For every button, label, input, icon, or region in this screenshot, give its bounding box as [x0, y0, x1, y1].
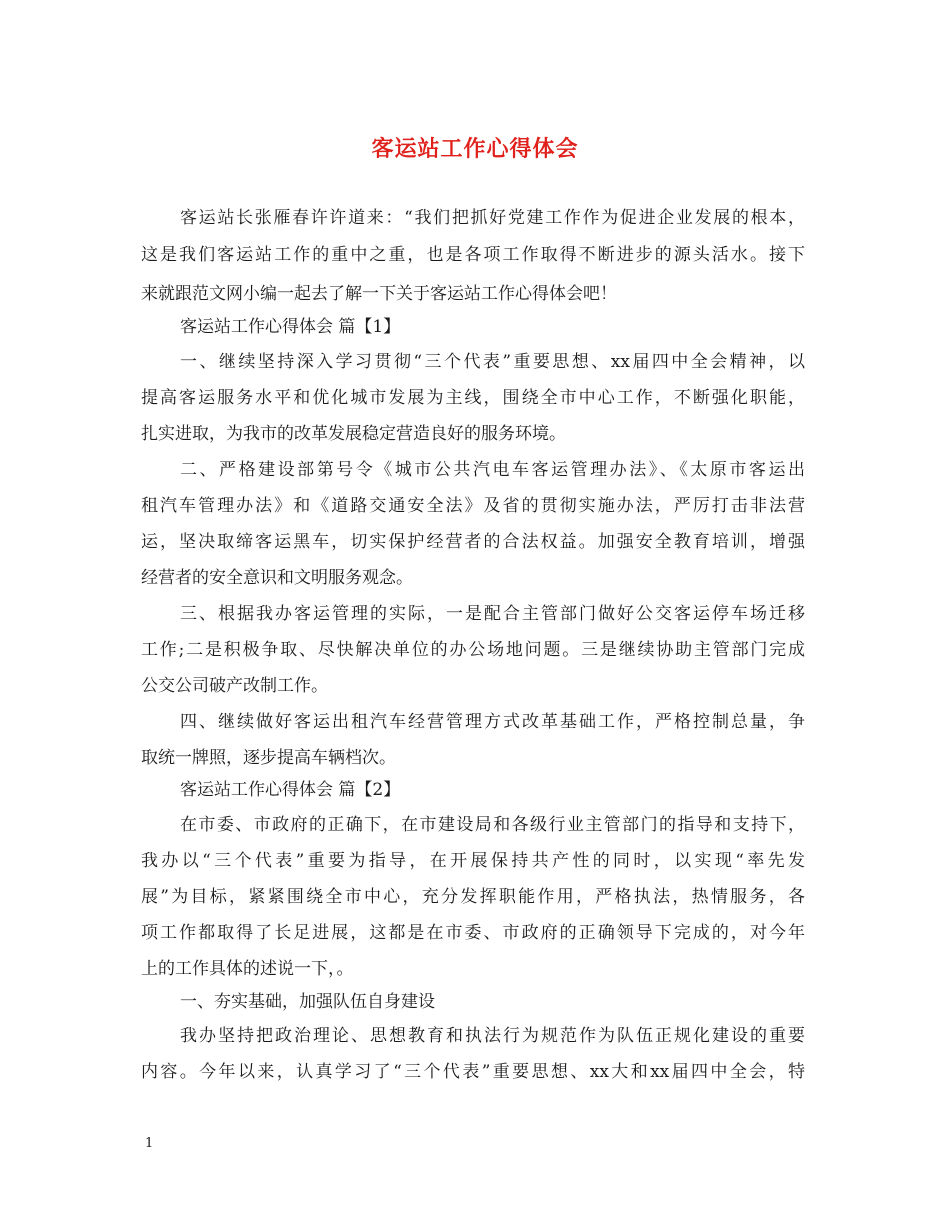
paragraph-line: 二、严格建设部第号令《城市公共汽电车客运管理办法》、《太原市客运出	[180, 460, 805, 480]
section-heading: 客运站工作心得体会 篇【2】	[180, 780, 401, 800]
document-title: 客运站工作心得体会	[371, 136, 579, 162]
page-number: 1	[145, 1136, 154, 1151]
paragraph-line: 我办以“三个代表”重要为指导，在开展保持共产性的同时，以实现“率先发	[141, 851, 805, 871]
paragraph-line: 扎实进取，为我市的改革发展稳定营造良好的服务环境。	[141, 424, 566, 444]
paragraph-line: 运，坚决取缔客运黑车，切实保护经营者的合法权益。加强安全教育培训，增强	[141, 532, 805, 552]
paragraph-line: 工作;二是积极争取、尽快解决单位的办公场地问题。三是继续协助主管部门完成	[141, 640, 805, 660]
paragraph-line: 四、继续做好客运出租汽车经营管理方式改革基础工作，严格控制总量，争	[180, 712, 805, 732]
paragraph-line: 一、继续坚持深入学习贯彻“三个代表”重要思想、xx届四中全会精神，以	[180, 352, 805, 372]
paragraph-line: 内容。今年以来，认真学习了“三个代表”重要思想、xx大和xx届四中全会，特	[141, 1062, 805, 1082]
paragraph-line: 我办坚持把政治理论、思想教育和执法行为规范作为队伍正规化建设的重要	[180, 1026, 805, 1046]
paragraph-line: 三、根据我办客运管理的实际，一是配合主管部门做好公交客运停车场迁移	[180, 604, 805, 624]
paragraph-line: 来就跟范文网小编一起去了解一下关于客运站工作心得体会吧！	[141, 284, 617, 304]
paragraph-line: 公交公司破产改制工作。	[141, 676, 328, 696]
paragraph-line: 客运站长张雁春许许道来：“我们把抓好党建工作作为促进企业发展的根本，	[180, 208, 805, 228]
paragraph-line: 经营者的安全意识和文明服务观念。	[141, 568, 413, 588]
section-heading: 客运站工作心得体会 篇【1】	[180, 317, 401, 337]
paragraph-line: 提高客运服务水平和优化城市发展为主线，围绕全市中心工作，不断强化职能，	[141, 388, 805, 408]
section-subheading: 一、夯实基础，加强队伍自身建设	[180, 992, 435, 1012]
paragraph-line: 展”为目标，紧紧围绕全市中心，充分发挥职能作用，严格执法，热情服务，各	[141, 887, 805, 907]
paragraph-line: 在市委、市政府的正确下，在市建设局和各级行业主管部门的指导和支持下，	[180, 815, 805, 835]
paragraph-line: 取统一牌照，逐步提高车辆档次。	[141, 748, 396, 768]
paragraph-line: 租汽车管理办法》和《道路交通安全法》及省的贯彻实施办法，严厉打击非法营	[141, 496, 805, 516]
paragraph-line: 这是我们客运站工作的重中之重，也是各项工作取得不断进步的源头活水。接下	[141, 245, 805, 265]
paragraph-line: 上的工作具体的述说一下，。	[141, 959, 354, 979]
paragraph-line: 项工作都取得了长足进展，这都是在市委、市政府的正确领导下完成的，对今年	[141, 923, 805, 943]
